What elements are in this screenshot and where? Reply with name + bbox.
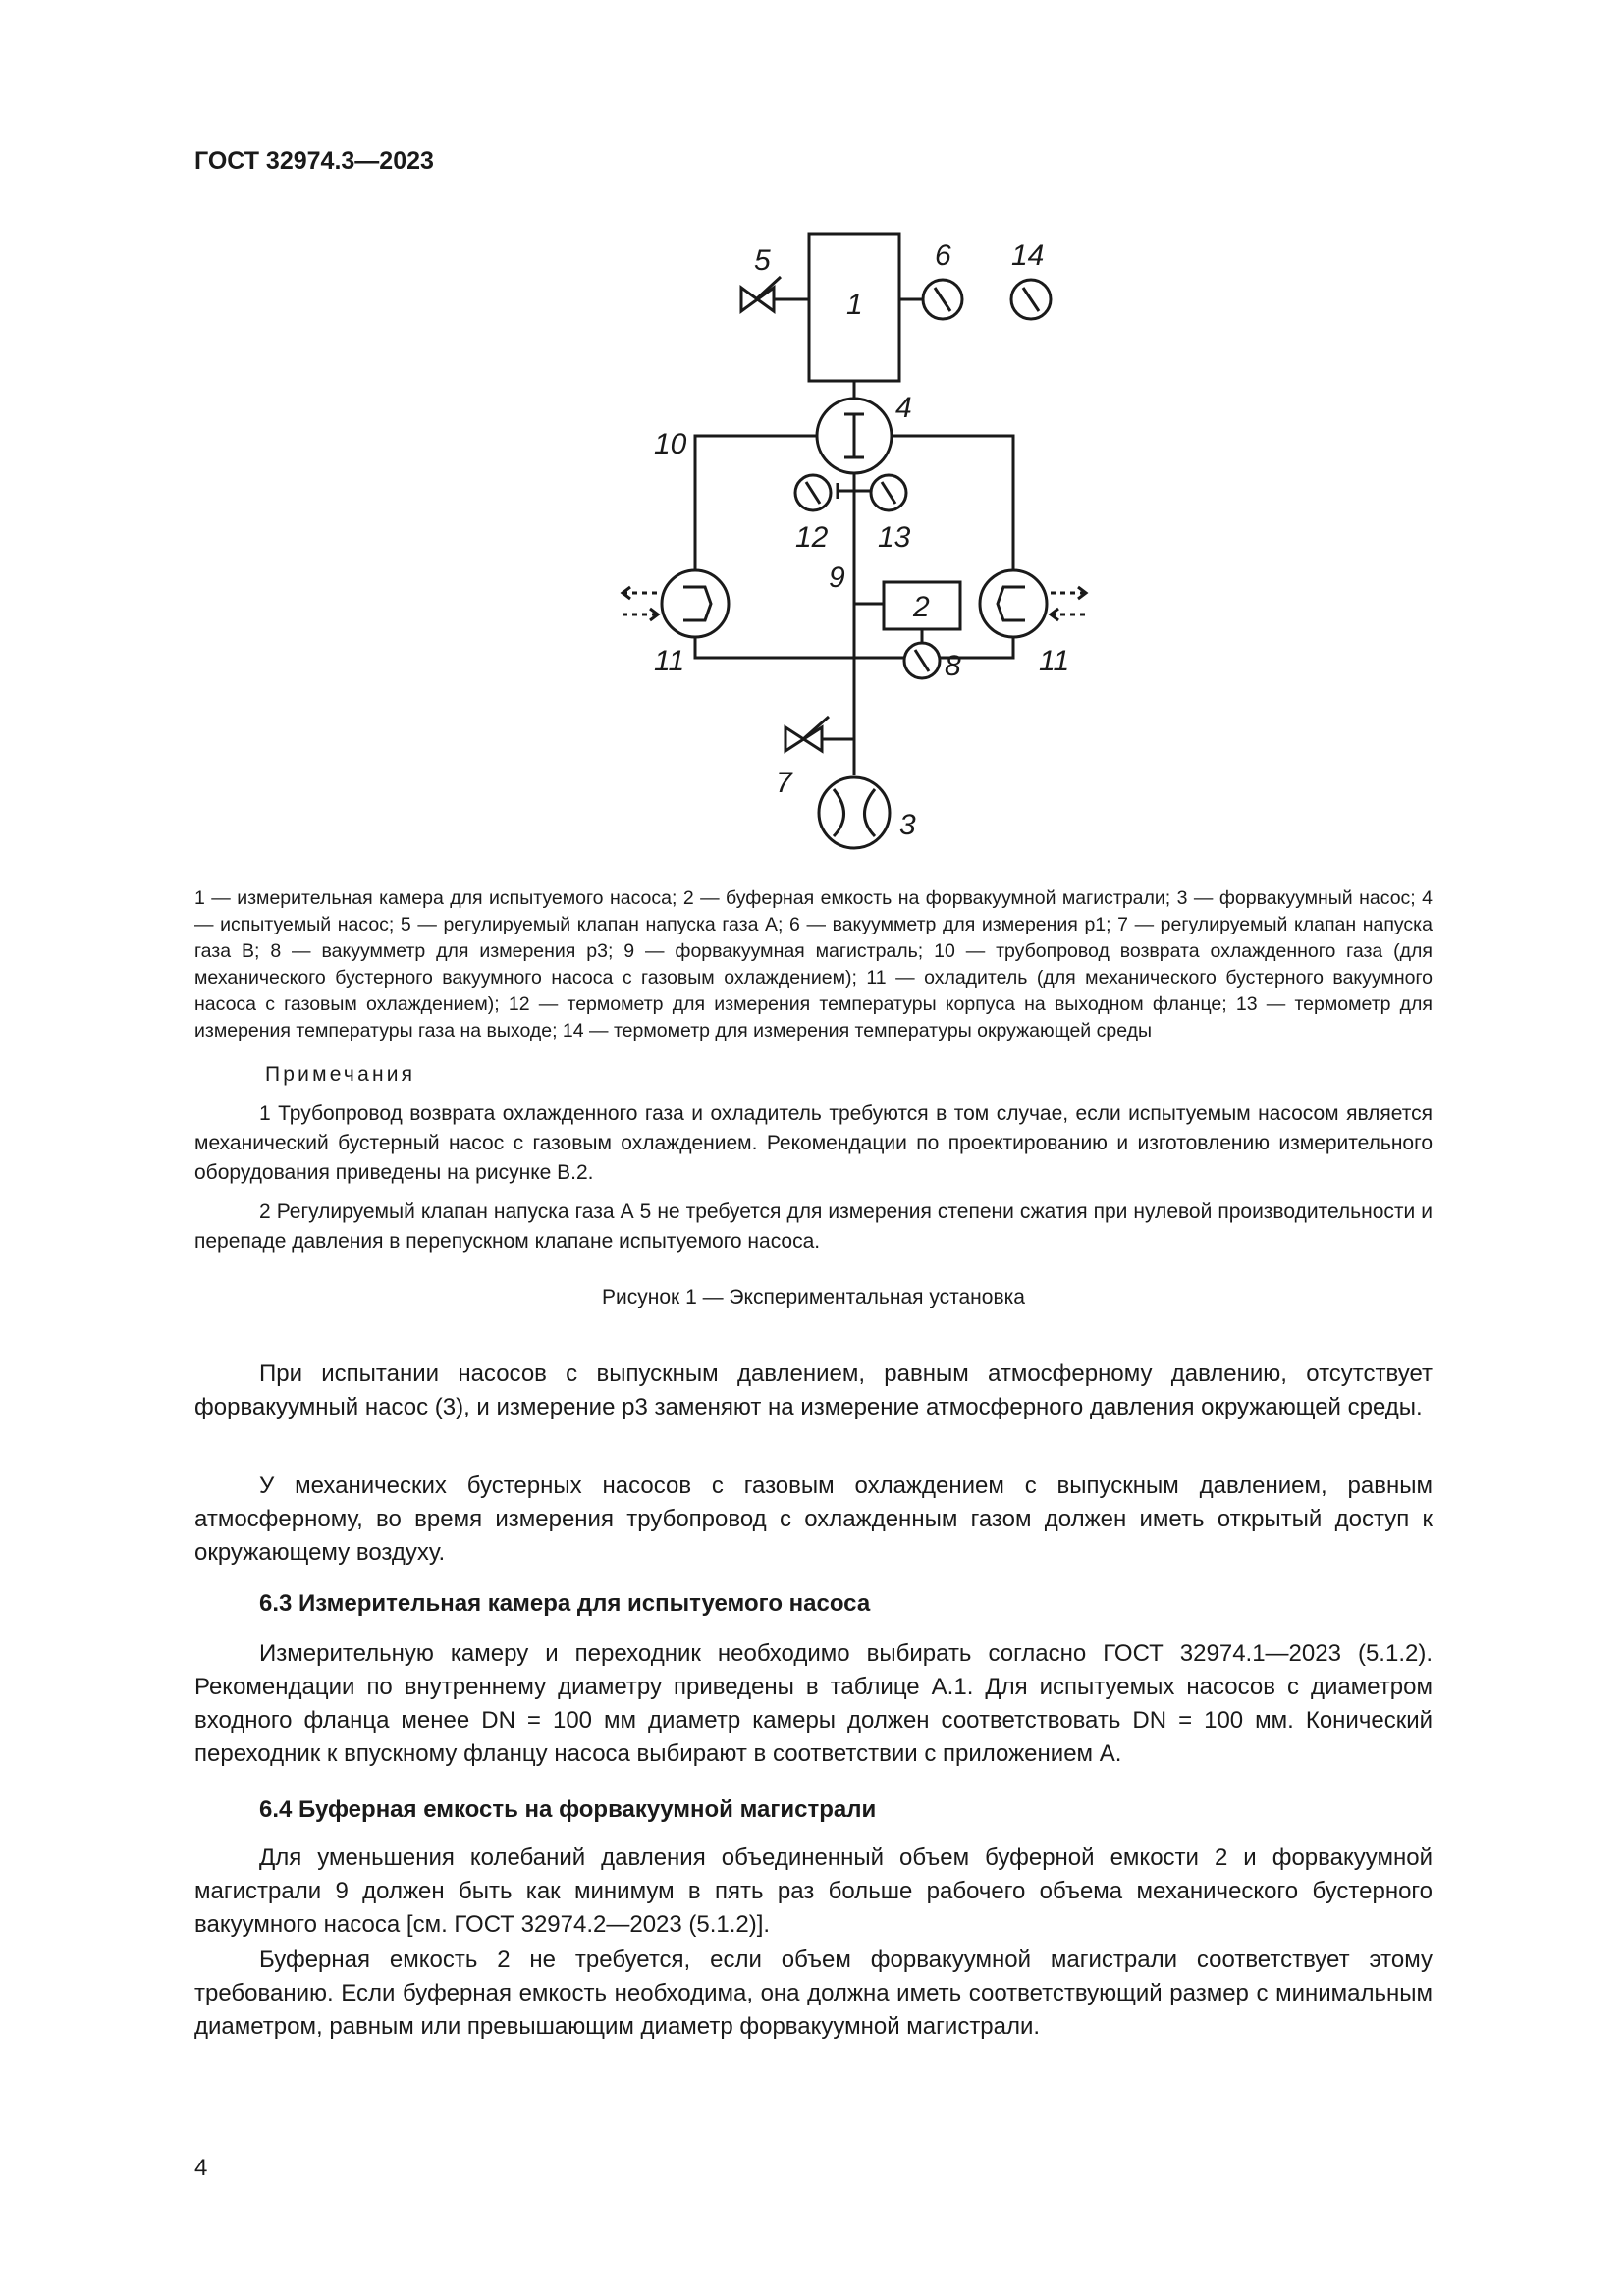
- schematic-diagram: [589, 216, 1100, 854]
- cooler-right-icon: [980, 570, 1047, 637]
- label-13: 13: [878, 521, 911, 554]
- document-header: ГОСТ 32974.3—2023: [194, 147, 434, 175]
- note-1: 1 Трубопровод возврата охлажденного газа и охладитель требуются в том случае, если испытуемым насосом является механический бустерный насос с газовым охлаждением. Рекомендации по проектированию и изготовлению измерительного оборудования приведены на рисунке В.2.: [194, 1102, 1433, 1184]
- notes-title: Примечания: [265, 1063, 416, 1086]
- label-6: 6: [935, 240, 951, 272]
- paragraph-1: При испытании насосов с выпускным давлением, равным атмосферному давлению, отсутствует форвакуумный насос (3), и измерение p3 заменяют на измерение атмосферного давления окружающей среды.: [194, 1361, 1433, 1420]
- section-heading-6-4: 6.4 Буферная емкость на форвакуумной магистрали: [259, 1796, 877, 1823]
- label-9: 9: [829, 561, 845, 594]
- label-8: 8: [945, 650, 961, 682]
- label-3: 3: [899, 809, 916, 841]
- cooler-left-icon: [662, 570, 729, 637]
- label-1: 1: [846, 289, 863, 321]
- paragraph-5: Буферная емкость 2 не требуется, если объем форвакуумной магистрали соответствует этому требованию. Если буферная емкость необходима, она должна иметь соответствующий размер с минимальным диаметром, равным или превышающим диаметр форвакуумной магистрали.: [194, 1947, 1433, 2040]
- figure-caption: Рисунок 1 — Экспериментальная установка: [602, 1286, 1025, 1308]
- figure-legend: 1 — измерительная камера для испытуемого насоса; 2 — буферная емкость на форвакуумной магистрали; 3 — форвакуумный насос; 4 — испытуемый насос; 5 — регулируемый клапан напуска газа А; 6 — вакуумметр для измерения p1; 7 — регулируемый клапан напуска газа В; 8 — вакуумметр для измерения p3; 9 — форвакуумная магистраль; 10 — трубопровод возврата охлажденного газа (для механического бустерного вакуумного насоса с газовым охлаждением); 11 — охладитель (для механического бустерного вакуумного насоса с газовым охлаждением); 12 — термометр для измерения температуры корпуса на выходном фланце; 13 — термометр для измерения температуры газа на выходе; 14 — термометр для измерения температуры окружающей среды: [194, 887, 1433, 1041]
- section-heading-6-3: 6.3 Измерительная камера для испытуемого насоса: [259, 1590, 871, 1617]
- label-12: 12: [795, 521, 829, 554]
- paragraph-2: У механических бустерных насосов с газовым охлаждением с выпускным давлением, равным атмосферному, во время измерения трубопровод с охлажденным газом должен иметь открытый доступ к окружающему воздуху.: [194, 1472, 1433, 1566]
- label-10: 10: [654, 428, 687, 460]
- label-2: 2: [913, 591, 930, 623]
- note-2: 2 Регулируемый клапан напуска газа А 5 не требуется для измерения степени сжатия при нулевой производительности и перепаде давления в перепускном клапане испытуемого насоса.: [194, 1201, 1433, 1253]
- label-4: 4: [895, 392, 912, 424]
- label-14: 14: [1011, 240, 1045, 272]
- paragraph-3: Измерительную камеру и переходник необходимо выбирать согласно ГОСТ 32974.1—2023 (5.1.2). Рекомендации по внутреннему диаметру приведены в таблице А.1. Для испытуемых насосов с диаметром входного фланца менее DN = 100 мм диаметр камеры должен соответствовать DN = 100 мм. Конический переходник к впускному фланцу насоса выбирают в соответствии с приложением А.: [194, 1640, 1433, 1767]
- label-5: 5: [754, 244, 771, 277]
- label-11-left: 11: [654, 645, 685, 677]
- paragraph-4: Для уменьшения колебаний давления объединенный объем буферной емкости 2 и форвакуумной магистрали 9 должен быть как минимум в пять раз больше рабочего объема механического бустерного вакуумного насоса [см. ГОСТ 32974.2—2023 (5.1.2)].: [194, 1844, 1433, 1938]
- label-7: 7: [776, 767, 792, 799]
- page-number: 4: [194, 2155, 208, 2181]
- forevacuum-pump-3-icon: [819, 777, 890, 848]
- label-11-right: 11: [1039, 645, 1070, 677]
